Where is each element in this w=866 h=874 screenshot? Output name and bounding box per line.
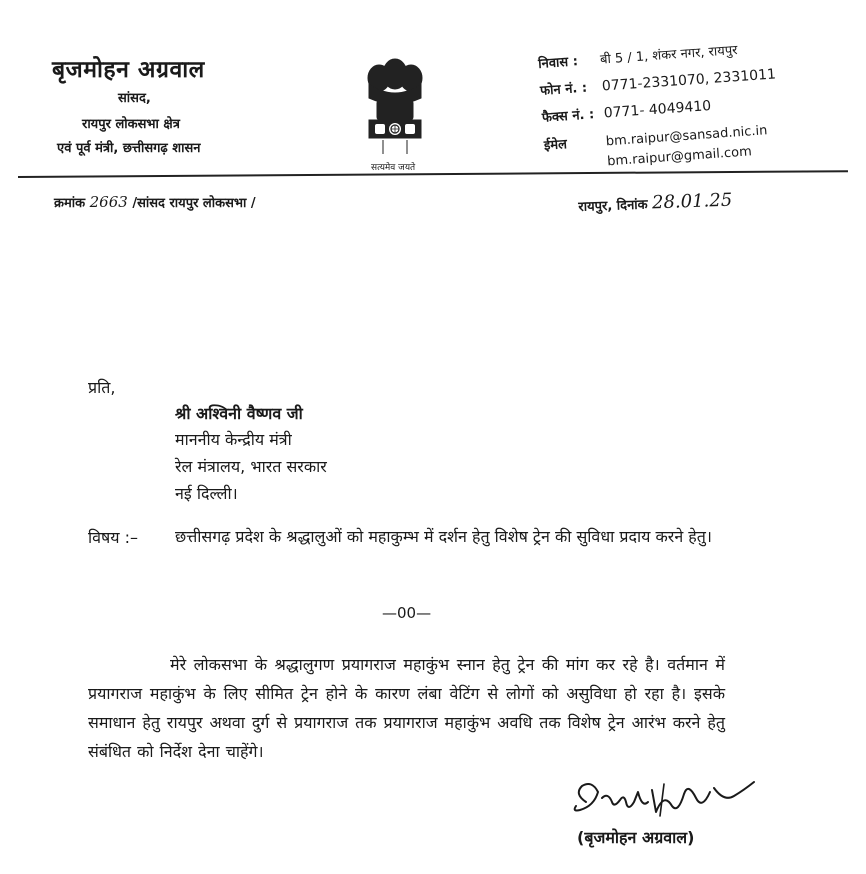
phone-value: 0771-2331070, 2331011 xyxy=(601,66,777,95)
reference-number: 2663 xyxy=(89,193,128,211)
date-line xyxy=(578,190,733,216)
salutation: प्रति, xyxy=(88,378,116,397)
email-secondary: bm.raipur@gmail.com xyxy=(606,144,753,170)
letterhead-contact xyxy=(537,26,836,186)
letterhead-constituency: रायपुर लोकसभा क्षेत्र xyxy=(82,117,180,132)
fax-label: फैक्स नं. : xyxy=(541,107,595,126)
separator: —00— xyxy=(382,604,432,622)
signatory-name: (बृजमोहन अग्रवाल) xyxy=(577,828,695,847)
residence-row xyxy=(538,40,738,72)
reference-suffix: /सांसद रायपुर लोकसभा / xyxy=(127,196,256,211)
residence-value: बी 5 / 1, शंकर नगर, रायपुर xyxy=(599,43,739,68)
letterhead-name: बृजमोहन अग्रवाल xyxy=(52,57,205,83)
letterhead-former-post: एवं पूर्व मंत्री, छत्तीसगढ़ शासन xyxy=(57,141,201,156)
recipient-name: श्री अश्विनी वैष्णव जी xyxy=(175,404,303,423)
fax-row xyxy=(541,96,711,126)
fax-value: 0771- 4049410 xyxy=(603,98,712,122)
recipient-title: माननीय केन्द्रीय मंत्री xyxy=(175,430,292,449)
subject-text: छत्तीसगढ़ प्रदेश के श्रद्धालुओं को महाकुम्भ में दर्शन हेतु विशेष ट्रेन की सुविधा प्रदाय करने हेतु। xyxy=(175,527,712,546)
recipient-office: रेल मंत्रालय, भारत सरकार xyxy=(175,457,327,476)
reference-line xyxy=(54,193,256,211)
handwritten-signature xyxy=(568,772,768,830)
header-divider xyxy=(18,170,848,178)
date-label: रायपुर, दिनांक xyxy=(578,197,653,215)
email-label: ईमेल xyxy=(543,137,568,154)
reference-prefix: क्रमांक xyxy=(54,196,90,211)
recipient-city: नई दिल्ली। xyxy=(175,484,238,503)
subject-label: विषय :– xyxy=(88,528,139,547)
email-primary: bm.raipur@sansad.nic.in xyxy=(605,123,768,150)
phone-label: फोन नं. : xyxy=(539,80,588,99)
national-emblem-icon xyxy=(355,54,435,166)
date-value: 28.01.25 xyxy=(651,189,733,214)
phone-row xyxy=(539,64,776,98)
emblem-motto: सत्यमेव जयते xyxy=(371,163,416,173)
letterhead-designation: सांसद, xyxy=(118,91,151,106)
body-paragraph: मेरे लोकसभा के श्रद्धालुगण प्रयागराज महाकुंभ स्नान हेतु ट्रेन की मांग कर रहे है। वर्तमान में प्रयागराज महाकुंभ के लिए सीमित ट्रेन होने के कारण लंबा वेटिंग से लोगों को असुविधा हो रहा है। इसके समाधान हेतु रायपुर अथवा दुर्ग से प्रयागराज तक प्रयागराज महाकुंभ अवधि तक विशेष ट्रेन आरंभ करने हेतु संबंधित को निर्देश देना चाहेंगे। xyxy=(88,655,725,761)
residence-label: निवास : xyxy=(537,54,579,72)
